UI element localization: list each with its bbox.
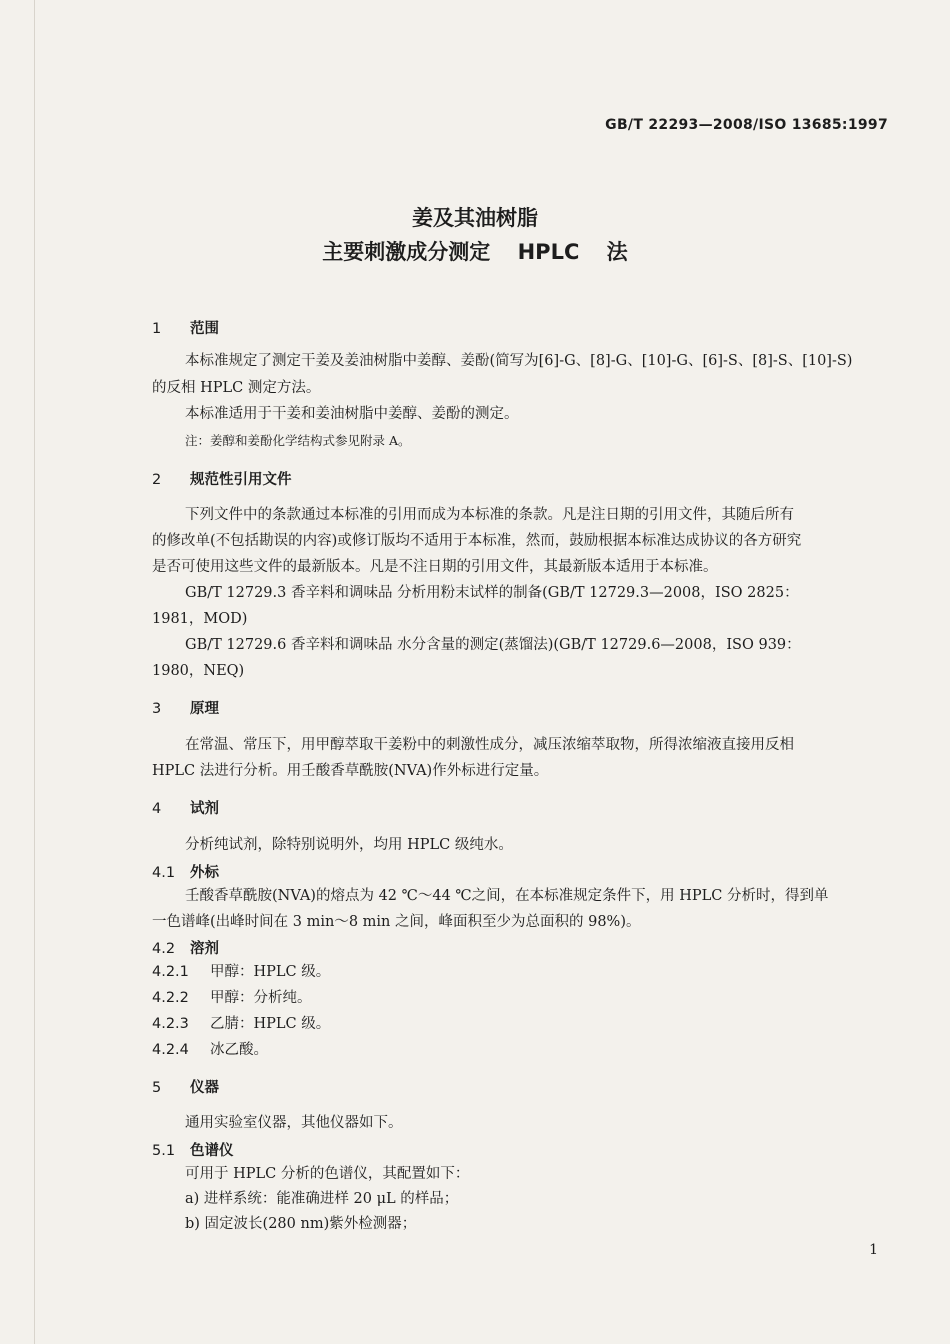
section-heading-scope: 1 范围 — [152, 321, 219, 337]
paragraph: 一色谱峰(出峰时间在 3 min～8 min 之间，峰面积至少为总面积的 98%)。 — [152, 914, 641, 930]
section-heading-normative-references: 2 规范性引用文件 — [152, 472, 292, 488]
paragraph: 分析纯试剂，除特别说明外，均用 HPLC 级纯水。 — [185, 837, 513, 853]
paragraph: 的反相 HPLC 测定方法。 — [152, 380, 321, 396]
paragraph: 可用于 HPLC 分析的色谱仪，其配置如下： — [185, 1166, 470, 1182]
list-item: b) 固定波长(280 nm)紫外检测器； — [185, 1216, 417, 1232]
paragraph: HPLC 法进行分析。用壬酸香草酰胺(NVA)作外标进行定量。 — [152, 763, 549, 779]
paragraph: 通用实验室仪器，其他仪器如下。 — [185, 1115, 403, 1131]
page-number: 1 — [869, 1242, 878, 1258]
document-title-line2: 主要刺激成分测定 HPLC 法 — [322, 240, 628, 264]
section-heading-apparatus: 5 仪器 — [152, 1080, 219, 1096]
list-item: 4.2.4 冰乙酸。 — [152, 1042, 268, 1058]
paragraph: 是否可使用这些文件的最新版本。凡是不注日期的引用文件，其最新版本适用于本标准。 — [152, 559, 718, 575]
section-heading-principle: 3 原理 — [152, 701, 219, 717]
reference: 1980，NEQ) — [152, 663, 245, 679]
subsection-heading-chromatograph: 5.1 色谱仪 — [152, 1143, 234, 1159]
list-item: 4.2.2 甲醇：分析纯。 — [152, 990, 312, 1006]
paragraph: 壬酸香草酰胺(NVA)的熔点为 42 ℃～44 ℃之间，在本标准规定条件下，用 HPLC 分析时，得到单 — [185, 888, 829, 904]
standard-code: GB/T 22293—2008/ISO 13685:1997 — [605, 117, 888, 133]
note: 注：姜醇和姜酚化学结构式参见附录 A。 — [185, 433, 411, 448]
reference: 1981，MOD) — [152, 611, 248, 627]
reference: GB/T 12729.6 香辛料和调味品 水分含量的测定(蒸馏法)(GB/T 12729.6—2008，ISO 939： — [185, 637, 801, 653]
paragraph: 本标准适用于干姜和姜油树脂中姜醇、姜酚的测定。 — [185, 406, 519, 422]
section-heading-reagents: 4 试剂 — [152, 801, 219, 817]
paragraph: 本标准规定了测定干姜及姜油树脂中姜醇、姜酚(简写为[6]-G、[8]-G、[10]-G、[6]-S、[8]-S、[10]-S) — [185, 353, 853, 369]
paragraph: 的修改单(不包括勘误的内容)或修订版均不适用于本标准，然而，鼓励根据本标准达成协议的各方研究 — [152, 533, 802, 549]
paragraph: 在常温、常压下，用甲醇萃取干姜粉中的刺激性成分，减压浓缩萃取物，所得浓缩液直接用反相 — [185, 737, 794, 753]
paragraph: 下列文件中的条款通过本标准的引用而成为本标准的条款。凡是注日期的引用文件，其随后所有 — [185, 507, 794, 523]
list-item: 4.2.3 乙腈：HPLC 级。 — [152, 1016, 331, 1032]
reference: GB/T 12729.3 香辛料和调味品 分析用粉末试样的制备(GB/T 12729.3—2008，ISO 2825： — [185, 585, 799, 601]
subsection-heading-external-standard: 4.1 外标 — [152, 865, 219, 881]
document-title-line1: 姜及其油树脂 — [412, 206, 538, 230]
list-item: 4.2.1 甲醇：HPLC 级。 — [152, 964, 331, 980]
subsection-heading-solvents: 4.2 溶剂 — [152, 941, 219, 957]
list-item: a) 进样系统：能准确进样 20 μL 的样品； — [185, 1191, 459, 1207]
